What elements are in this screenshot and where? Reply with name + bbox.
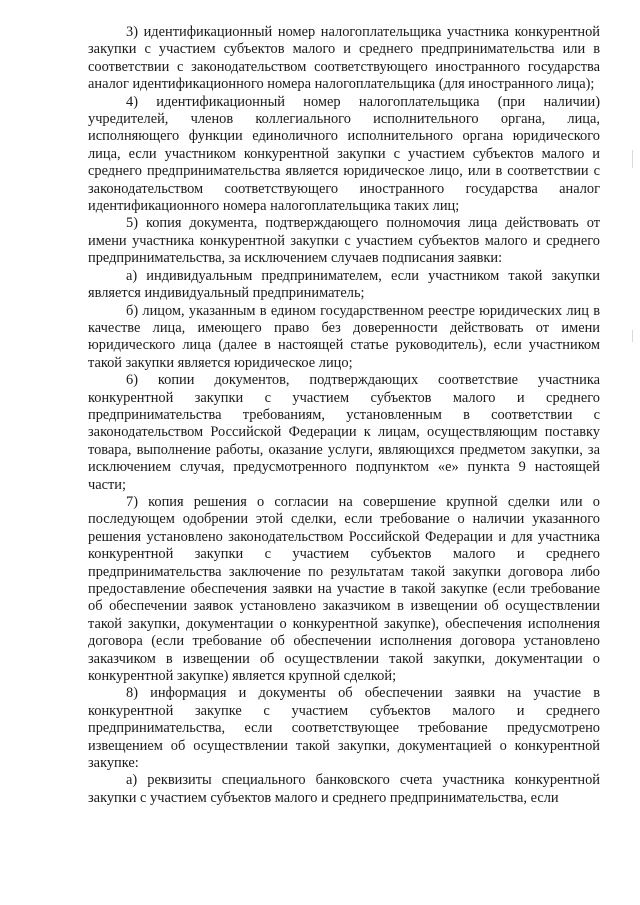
paragraph-item-8: 8) информация и документы об обеспечении заявки на участие в конкурентной закупке с участием субъектов малого и среднего предпринимательства, если соответствующее требование предусмотрено извещением об осуществлении такой закупки, документацией о конкурентной закупке: [88, 685, 600, 772]
paragraph-item-5: 5) копия документа, подтверждающего полномочия лица действовать от имени участника конкурентной закупки с участием субъектов малого и среднего предпринимательства, за исключением случаев подписания заявки: [88, 215, 600, 267]
scan-edge-mark [632, 150, 633, 168]
paragraph-item-3: 3) идентификационный номер налогоплательщика участника конкурентной закупки с участием субъектов малого и среднего предпринимательства или в соответствии с законодательством соответствующего иностранного государства аналог идентификационного номера налогоплательщика (для иностранного лица); [88, 24, 600, 93]
paragraph-subitem-5b: б) лицом, указанным в едином государственном реестре юридических лиц в качестве лица, имеющего право без доверенности действовать от имени юридического лица (далее в настоящей статье руководитель), если участником такой закупки является юридическое лицо; [88, 302, 600, 371]
paragraph-subitem-5a: а) индивидуальным предпринимателем, если участником такой закупки является индивидуальный предприниматель; [88, 267, 600, 302]
paragraph-subitem-8a: а) реквизиты специального банковского счета участника конкурентной закупки с участием субъектов малого и среднего предпринимательства, если [88, 772, 600, 806]
paragraph-item-7: 7) копия решения о согласии на совершение крупной сделки или о последующем одобрении этой сделки, если требование о наличии указанного решения установлено законодательством Российской Федерации и для участника конкурентной закупки с участием субъектов малого и среднего предпринимательства заключение по результатам такой закупки договора либо предоставление обеспечения заявки на участие в такой закупке (если требование об обеспечении заявок установлено заказчиком в извещении об осуществлении такой закупки, документации о конкурентной закупке), обеспечения исполнения договора (если требование об обеспечении исполнения договора установлено заказчиком в извещении об осуществлении такой закупки, документации о конкурентной закупке) является крупной сделкой; [88, 493, 600, 685]
paragraph-item-4: 4) идентификационный номер налогоплательщика (при наличии) учредителей, членов коллегиального исполнительного органа, лица, исполняющего функции единоличного исполнительного органа юридического лица, если участником конкурентной закупки с участием субъектов малого и среднего предпринимательства является юридическое лицо, или в соответствии с законодательством соответствующего иностранного государства аналог идентификационного номера налогоплательщика таких лиц; [88, 93, 600, 215]
document-body [88, 24, 600, 807]
paragraph-item-6: 6) копии документов, подтверждающих соответствие участника конкурентной закупки с участием субъектов малого и среднего предпринимательства требованиям, установленным в соответствии с законодательством Российской Федерации к лицам, осуществляющим поставку товара, выполнение работы, оказание услуги, являющихся предметом закупки, за исключением случая, предусмотренного подпунктом «е» пункта 9 настоящей части; [88, 372, 600, 493]
scan-edge-mark [632, 330, 633, 342]
